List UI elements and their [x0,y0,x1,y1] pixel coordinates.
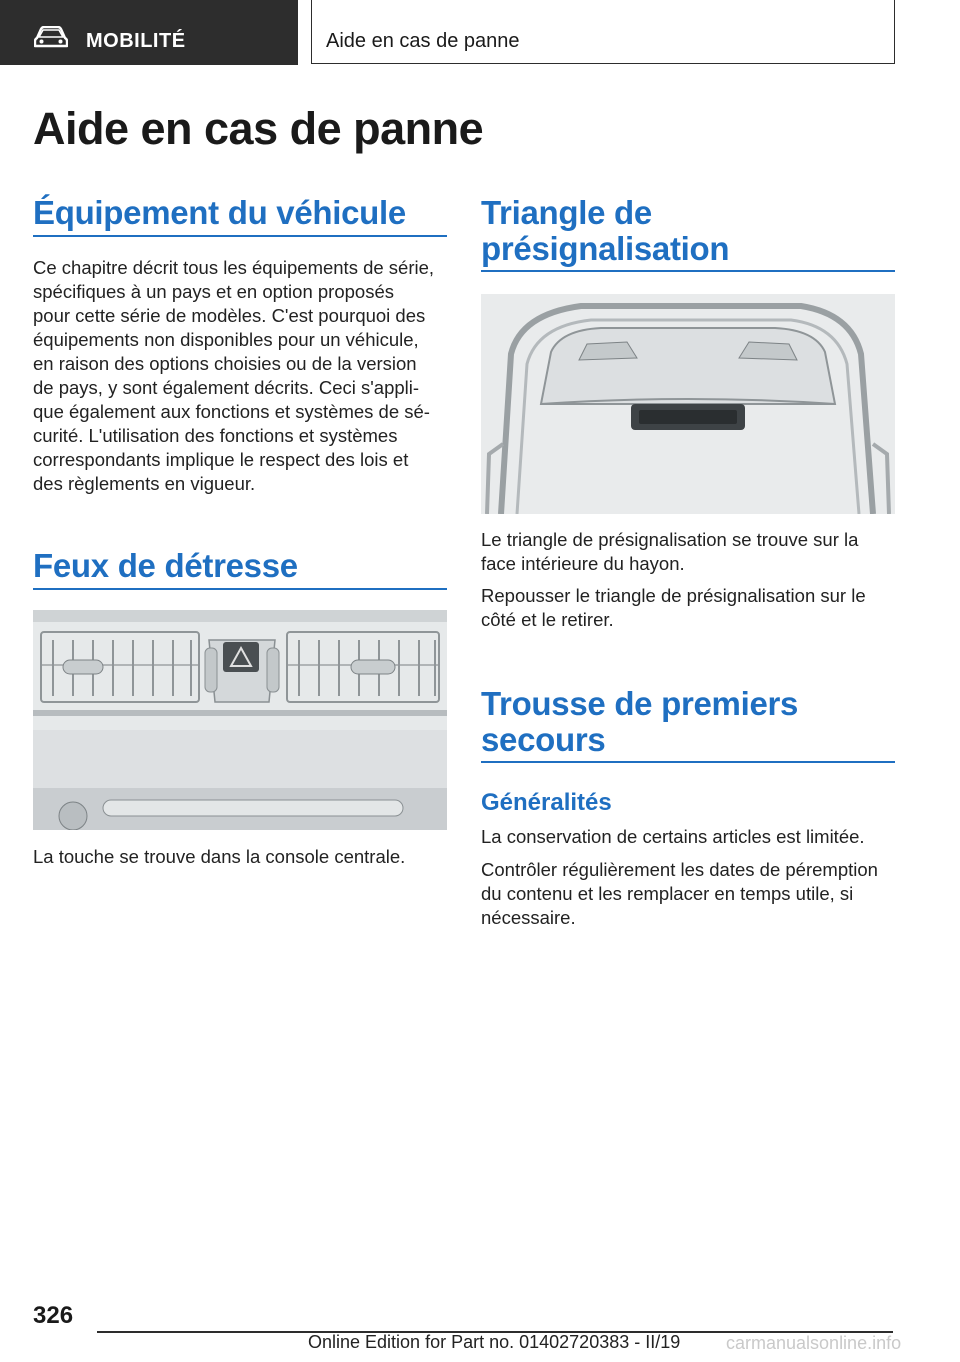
paragraph-peremption [481,858,901,930]
text-line: équipements non disponibles pour un véhicule, [33,329,419,350]
edition-text: Online Edition for Part no. 01402720383 - II/19 [308,1332,681,1352]
text-line: spécifiques à un pays et en option proposés [33,281,394,302]
text-line: Repousser le triangle de présignalisation sur le [481,585,866,606]
text-line: Ce chapitre décrit tous les équipements de série, [33,257,435,278]
paragraph-triangle-remove [481,584,901,632]
text-line: Contrôler régulièrement les dates de péremption [481,859,878,880]
hazard-button-figure [33,610,447,830]
page-title: Aide en cas de panne [33,103,484,154]
paragraph-triangle-location [481,528,901,576]
warning-triangle-figure [481,294,895,514]
text-line: des règlements en vigueur. [33,473,256,494]
subheading-generalites: Généralités [481,789,612,816]
heading-rule [33,588,447,590]
section-label: MOBILITÉ [86,30,186,52]
heading-rule [33,235,447,237]
text-line: en raison des options choisies ou de la version [33,353,417,374]
text-line: pour cette série de modèles. C'est pourquoi des [33,305,426,326]
heading-line: présignalisation [481,230,730,267]
text-line: face intérieure du hayon. [481,553,685,574]
heading-rule [481,270,895,272]
page-number: 326 [33,1302,74,1329]
text-line: curité. L'utilisation des fonctions et systèmes [33,425,398,446]
breadcrumb [311,0,895,64]
heading-trousse [481,686,798,758]
heading-equipement: Équipement du véhicule [33,194,406,231]
text-line: côté et le retirer. [481,609,614,630]
breadcrumb-text: Aide en cas de panne [326,30,520,52]
paragraph-equipement [33,256,453,496]
heading-line: secours [481,721,606,758]
heading-rule [481,761,895,763]
heading-triangle [481,195,729,267]
heading-line: Trousse de premiers [481,685,799,722]
car-icon [34,26,68,48]
caption-feux-detresse: La touche se trouve dans la console centrale. [33,846,406,867]
paragraph-conservation: La conservation de certains articles est limitée. [481,826,865,847]
text-line: nécessaire. [481,907,576,928]
text-line: correspondants implique le respect des lois et [33,449,409,470]
watermark: carmanualsonline.info [726,1333,902,1353]
section-tab [0,0,298,65]
heading-line: Triangle de [481,194,652,231]
text-line: Le triangle de présignalisation se trouve sur la [481,529,859,550]
text-line: que également aux fonctions et systèmes de sé‐ [33,401,430,422]
text-line: du contenu et les remplacer en temps utile, si [481,883,854,904]
text-line: de pays, y sont également décrits. Ceci s'appli‐ [33,377,420,398]
heading-feux-detresse: Feux de détresse [33,547,298,584]
